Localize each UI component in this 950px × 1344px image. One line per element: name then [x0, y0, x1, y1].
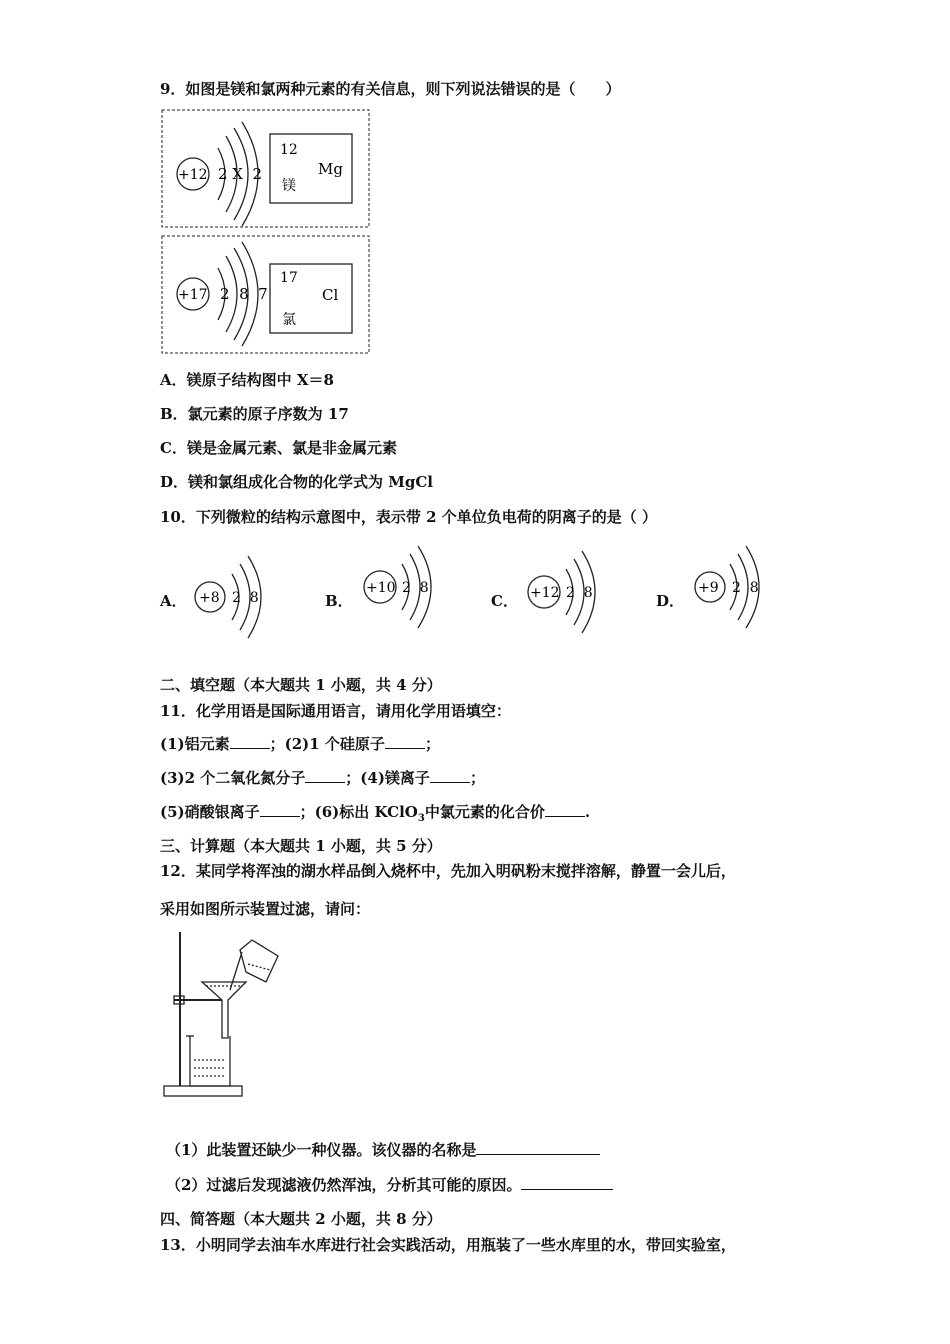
subscript: 3: [417, 813, 425, 824]
answer-blank[interactable]: [385, 734, 425, 749]
q10-a-shells: 2 8: [232, 590, 259, 606]
receiving-beaker-icon: [190, 1036, 230, 1086]
q11-line-1: [160, 733, 440, 754]
q11-item-6-cont: 中氯元素的化合价: [424, 803, 545, 821]
pouring-beaker-icon: [240, 940, 278, 982]
punct: ；: [424, 735, 440, 753]
q10-b-nucleus: +10: [366, 580, 396, 596]
glass-rod-icon: [230, 952, 242, 990]
q10-option-c-diagram: [524, 547, 604, 637]
filtration-apparatus-figure: [160, 928, 290, 1100]
cl-shells: 2 8 7: [220, 285, 268, 303]
cl-number: 17: [280, 270, 298, 286]
q11-item-2: ；(2)1 个硅原子: [269, 735, 385, 753]
q10-option-d-diagram: [692, 542, 772, 632]
answer-blank[interactable]: [545, 802, 585, 817]
q11-item-5: (5)硝酸银离子: [160, 803, 260, 821]
mg-number: 12: [280, 142, 298, 158]
q12-sub-1: [166, 1139, 600, 1160]
answer-blank[interactable]: [476, 1140, 600, 1155]
punct: .: [584, 803, 591, 821]
q10-stem: 10．下列微粒的结构示意图中，表示带 2 个单位负电荷的阴离子的是（ ）: [160, 508, 657, 526]
q12-line-2: 采用如图所示装置过滤，请问：: [160, 900, 371, 918]
q12-sub-1-text: （1）此装置还缺少一种仪器。该仪器的名称是: [166, 1141, 477, 1159]
answer-blank[interactable]: [260, 802, 300, 817]
q10-c-shells: 2 8: [566, 585, 593, 601]
funnel-icon: [202, 982, 246, 1038]
q10-option-a-diagram: [192, 552, 272, 642]
q9-option-b: B．氯元素的原子序数为 17: [160, 405, 349, 423]
q9-option-a: A．镁原子结构图中 X＝8: [160, 371, 334, 389]
q9-option-d: D．镁和氯组成化合物的化学式为 MgCl: [160, 473, 433, 491]
section2-heading: 二、填空题（本大题共 1 小题，共 4 分）: [160, 676, 442, 694]
q10-a-nucleus: +8: [199, 590, 220, 606]
answer-blank[interactable]: [230, 734, 270, 749]
q10-option-a-label: A．: [160, 592, 187, 610]
q12-sub-2-text: （2）过滤后发现滤液仍然浑浊，分析其可能的原因。: [166, 1176, 522, 1194]
section4-heading: 四、简答题（本大题共 2 小题，共 8 分）: [160, 1210, 442, 1228]
mg-symbol: Mg: [318, 160, 343, 178]
q9-figure: [160, 108, 372, 358]
cl-symbol: Cl: [322, 286, 339, 304]
q11-stem: 11．化学用语是国际通用语言，请用化学用语填空：: [160, 702, 511, 720]
q9-option-c: C．镁是金属元素、氯是非金属元素: [160, 439, 397, 457]
mg-shells: 2 X 2: [218, 165, 263, 183]
mg-name: 镁: [282, 178, 296, 194]
q10-option-c-label: C．: [491, 592, 518, 610]
q10-b-shells: 2 8: [402, 580, 429, 596]
q11-item-6: ；(6)标出 KClO: [299, 803, 418, 821]
q10-option-b-diagram: [360, 542, 440, 632]
section3-heading: 三、计算题（本大题共 1 小题，共 5 分）: [160, 837, 442, 855]
q10-d-nucleus: +9: [698, 580, 719, 596]
q11-item-1: (1)铝元素: [160, 735, 230, 753]
q13-line-1: 13．小明同学去油车水库进行社会实践活动，用瓶装了一些水库里的水，带回实验室，: [160, 1236, 736, 1254]
cl-name: 氯: [282, 312, 296, 328]
answer-blank[interactable]: [521, 1175, 613, 1190]
punct: ；: [469, 769, 485, 787]
q10-option-d-label: D．: [656, 592, 685, 610]
stand-base: [164, 1086, 242, 1096]
q10-option-b-label: B．: [325, 592, 353, 610]
q12-sub-2: [166, 1174, 613, 1195]
answer-blank[interactable]: [305, 768, 345, 783]
q11-item-4: ；(4)镁离子: [345, 769, 430, 787]
q9-stem: 9．如图是镁和氯两种元素的有关信息，则下列说法错误的是（ ）: [160, 80, 621, 98]
q10-c-nucleus: +12: [530, 585, 560, 601]
answer-blank[interactable]: [430, 768, 470, 783]
cl-nucleus: +17: [178, 287, 208, 303]
q11-item-3: (3)2 个二氧化氮分子: [160, 769, 306, 787]
q11-line-3: [160, 801, 590, 824]
mg-nucleus: +12: [178, 167, 208, 183]
q10-d-shells: 2 8: [732, 580, 759, 596]
q11-line-2: [160, 767, 485, 788]
q12-line-1: 12．某同学将浑浊的湖水样品倒入烧杯中，先加入明矾粉末搅拌溶解，静置一会儿后，: [160, 862, 736, 880]
